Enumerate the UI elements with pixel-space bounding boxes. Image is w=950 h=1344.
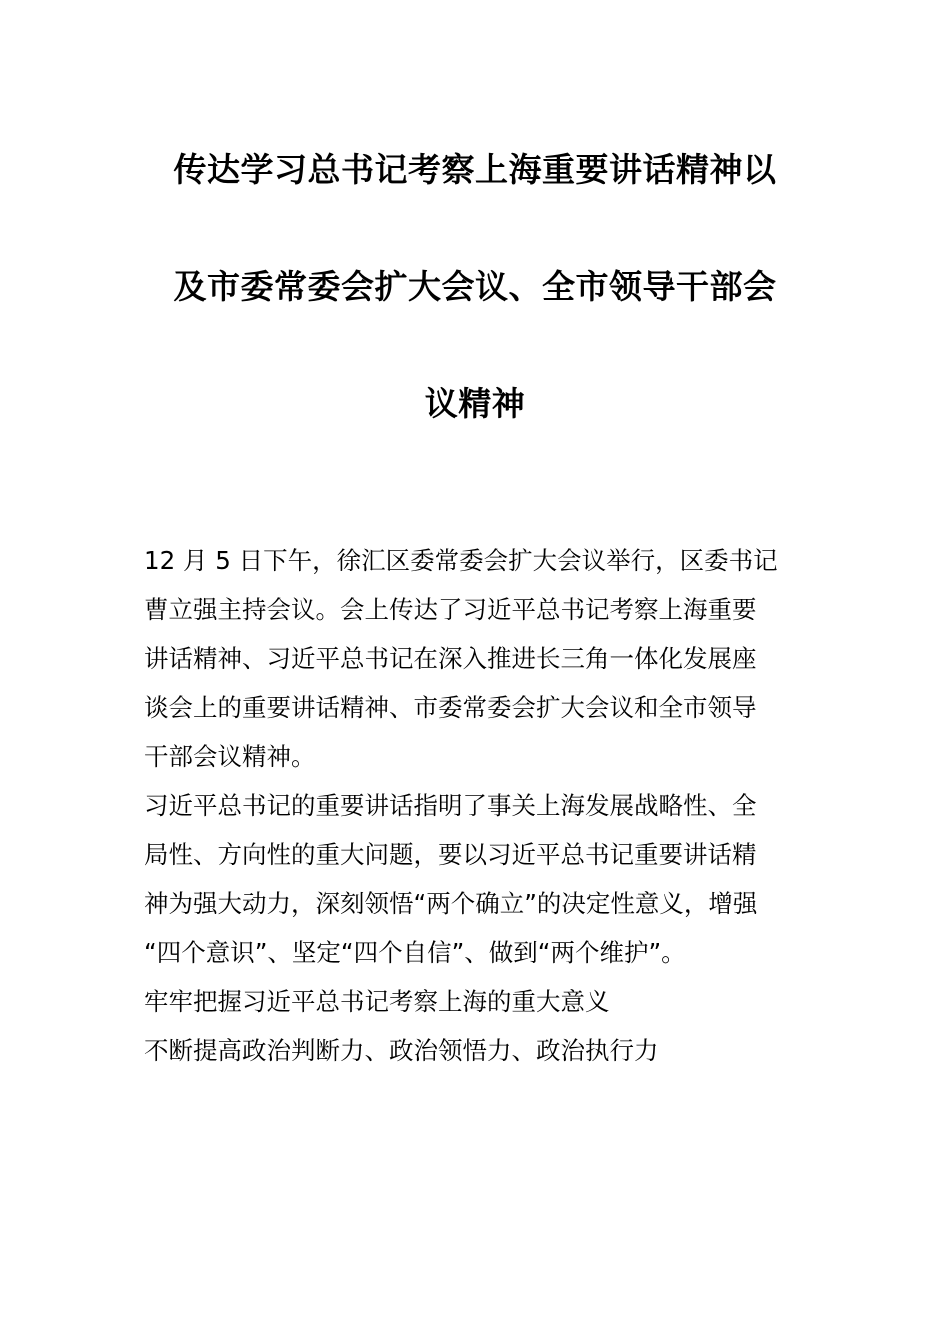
body-line: 干部会议精神。 [144, 742, 316, 771]
heading-line: 不断提高政治判断力、政治领悟力、政治执行力 [144, 1036, 659, 1065]
title-line-3: 议精神 [424, 384, 526, 423]
body-line: 局性、方向性的重大问题，要以习近平总书记重要讲话精 [144, 840, 757, 869]
body-line: 讲话精神、习近平总书记在深入推进长三角一体化发展座 [144, 644, 757, 673]
heading-line: 牢牢把握习近平总书记考察上海的重大意义 [144, 987, 610, 1016]
body-line: “四个意识”、坚定“四个自信”、做到“两个维护”。 [144, 938, 686, 967]
document-title [120, 150, 830, 424]
body-line: 曹立强主持会议。会上传达了习近平总书记考察上海重要 [144, 595, 757, 624]
body-line: 习近平总书记的重要讲话指明了事关上海发展战略性、全 [144, 791, 757, 820]
title-line-2: 及市委常委会扩大会议、全市领导干部会 [173, 267, 777, 306]
title-line-1: 传达学习总书记考察上海重要讲话精神以 [173, 150, 777, 189]
body-line: 神为强大动力，深刻领悟“两个确立”的决定性意义，增强 [144, 889, 758, 918]
document-body [144, 536, 812, 1075]
body-line: 12 月 5 日下午，徐汇区委常委会扩大会议举行，区委书记 [144, 546, 778, 575]
body-line: 谈会上的重要讲话精神、市委常委会扩大会议和全市领导 [144, 693, 757, 722]
